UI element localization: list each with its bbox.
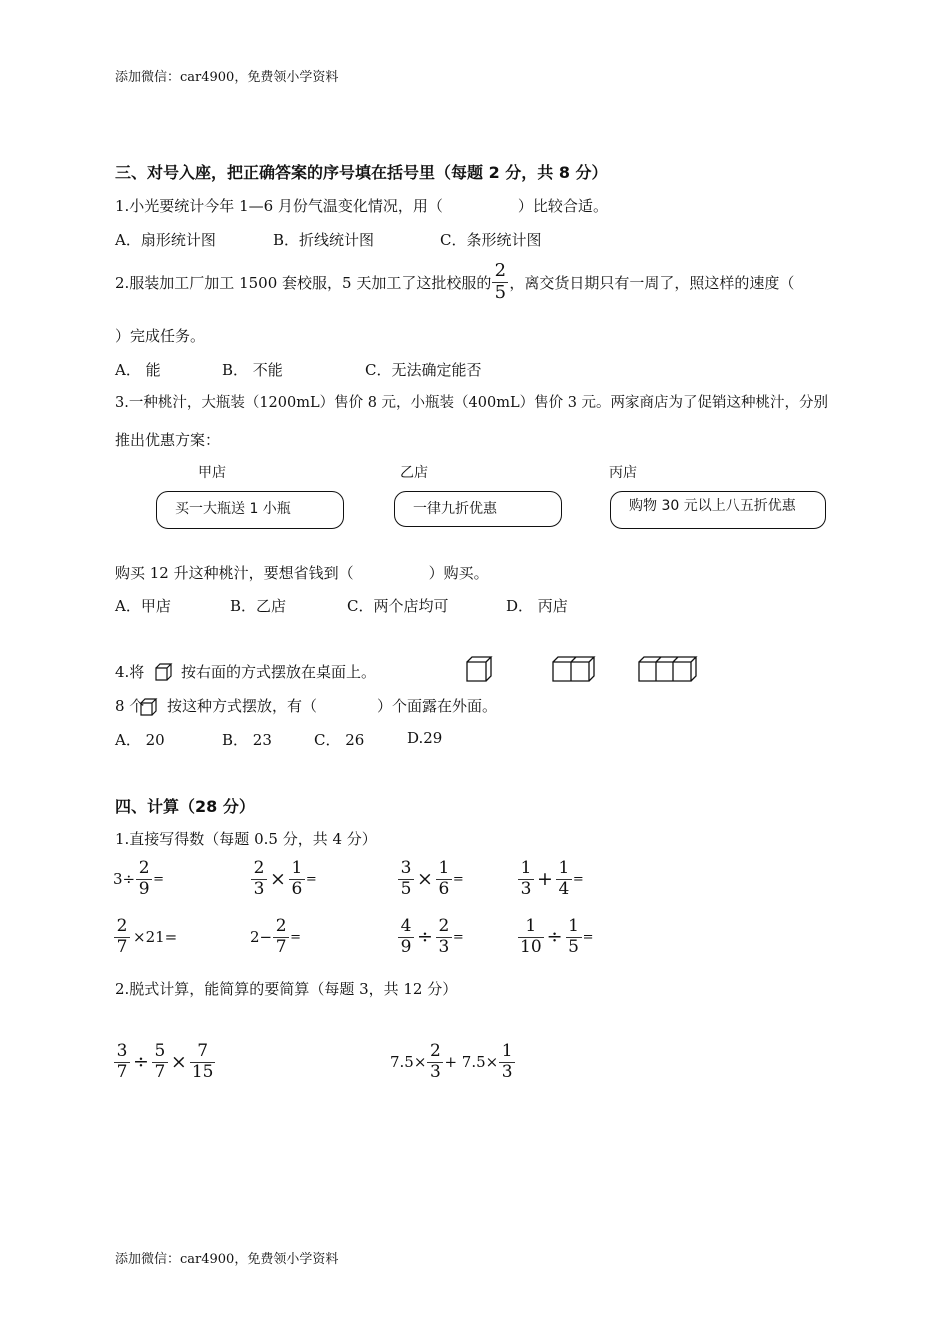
q2-text-a: 2.服装加工厂加工 1500 套校服，5 天加工了这批校服的 (115, 273, 492, 292)
calc-den: 10 (520, 936, 542, 957)
calc-fraction (137, 860, 151, 899)
page-footer: 添加微信：car4900，免费领小学资料 (115, 1252, 339, 1267)
calc-fraction (567, 918, 581, 957)
calc-den: 9 (138, 878, 150, 899)
p1-title: 1.直接写得数（每题 0.5 分，共 4 分） (115, 830, 377, 848)
e1-d1: 7 (116, 1061, 128, 1082)
q2-fraction (493, 262, 507, 303)
store-a-name: 甲店 (198, 465, 226, 481)
store-a-offer: 买一大瓶送 1 小瓶 (156, 491, 344, 529)
calc-fraction (519, 860, 533, 899)
calc-den: 5 (568, 936, 579, 957)
calc-item (397, 918, 464, 957)
q2-option-c: C．无法确定能否 (365, 361, 482, 379)
q4-option-d: D.29 (407, 729, 443, 747)
calc-equals: = (305, 871, 317, 887)
e2-n2: 1 (501, 1041, 513, 1061)
three-cube-figure (638, 656, 698, 682)
calc-num: 1 (525, 916, 537, 936)
q4-text-a1: 4.将 (115, 663, 145, 681)
q3-option-a: A．甲店 (115, 597, 171, 615)
calc-num: 4 (400, 916, 412, 936)
calc-fraction (519, 918, 543, 957)
store-b-offer: 一律九折优惠 (394, 491, 562, 527)
store-c-name: 丙店 (609, 465, 637, 481)
calc-item (517, 918, 593, 957)
calc-equals: = (452, 871, 464, 887)
page-header: 添加微信：car4900，免费领小学资料 (115, 70, 339, 85)
q1-option-c: C．条形统计图 (440, 231, 542, 249)
calc-fraction (290, 860, 304, 899)
q3-option-c: C．两个店均可 (347, 597, 449, 615)
store-c-offer: 购物 30 元以上八五折优惠 (610, 491, 826, 529)
calc-item (113, 918, 179, 957)
section4-title: 四、计算（28 分） (115, 797, 255, 816)
e1-n2: 5 (154, 1041, 166, 1061)
e1-n3: 7 (197, 1041, 209, 1061)
calc-operator: ÷ (417, 926, 433, 949)
calc-equals: = (452, 929, 464, 945)
calc-fraction (399, 860, 413, 899)
q3-option-b: B．乙店 (230, 597, 287, 615)
calc-operator: ×21= (133, 928, 178, 947)
e2-b: + 7.5× (444, 1053, 499, 1072)
calc-den: 6 (291, 878, 303, 899)
calc-den: 3 (253, 878, 265, 899)
e1-op1: ÷ (133, 1051, 149, 1074)
cube-icon (140, 698, 158, 716)
calc-den: 3 (438, 936, 450, 957)
q2-frac-den: 5 (494, 281, 507, 303)
calc-fraction (437, 860, 451, 899)
calc-den: 9 (400, 936, 412, 957)
q1-option-b: B．折线统计图 (273, 231, 375, 249)
calc-den: 3 (520, 878, 532, 899)
calc-item (397, 860, 464, 899)
calc-item (250, 860, 317, 899)
q3-text-c: 购买 12 升这种桃汁，要想省钱到（ ）购买。 (115, 564, 489, 582)
q3-text-a: 3.一种桃汁，大瓶装（1200mL）售价 8 元，小瓶装（400mL）售价 3 元。两家商店为了促销这种桃汁，分别 (115, 395, 829, 411)
calc-equals: = (290, 929, 302, 945)
q2-option-b: B． 不能 (222, 361, 283, 379)
calc-den: 6 (438, 878, 450, 899)
calc-fraction (252, 860, 266, 899)
q4-text-b2: 按这种方式摆放，有（ ）个面露在外面。 (167, 697, 498, 715)
q4-text-b1: 8 个 (115, 697, 145, 715)
q3-option-d: D． 丙店 (506, 597, 568, 615)
e1-d3: 15 (191, 1061, 214, 1082)
q2-line (115, 262, 794, 303)
q4-option-b: B． 23 (222, 731, 272, 749)
calc-num: 2 (138, 858, 150, 878)
store-b-name: 乙店 (400, 465, 428, 481)
calc-item (517, 860, 584, 899)
calc-operator: + (537, 868, 553, 891)
e1-n1: 3 (116, 1041, 128, 1061)
calc-equals: = (582, 929, 594, 945)
calc-num: 3 (400, 858, 412, 878)
calc-den: 7 (275, 936, 287, 957)
calc-num: 2 (275, 916, 287, 936)
section3-title: 三、对号入座，把正确答案的序号填在括号里（每题 2 分，共 8 分） (115, 163, 608, 182)
calc-fraction (399, 918, 413, 957)
q4-text-a2: 按右面的方式摆放在桌面上。 (181, 663, 377, 681)
calc-equals: = (153, 871, 165, 887)
q1-option-a: A．扇形统计图 (115, 231, 216, 249)
q2-option-a: A． 能 (115, 361, 161, 379)
calc-fraction (274, 918, 288, 957)
q4-option-a: A． 20 (115, 731, 165, 749)
e2-d1: 3 (430, 1061, 441, 1082)
calc-num: 1 (291, 858, 303, 878)
calc-equals: = (572, 871, 584, 887)
one-cube-figure (466, 656, 494, 682)
calc-operator: ÷ (546, 926, 563, 949)
q3-text-b: 推出优惠方案： (115, 431, 221, 449)
calc-num: 1 (558, 858, 570, 878)
calc-fraction (115, 918, 129, 957)
e2-a: 7.5× (390, 1053, 427, 1072)
cube-icon (155, 663, 173, 681)
expression-2 (390, 1043, 516, 1082)
e1-d2: 7 (154, 1061, 166, 1082)
calc-num: 1 (438, 858, 450, 878)
q2-text-b: ，离交货日期只有一周了，照这样的速度（ (509, 273, 795, 292)
calc-num: 2 (438, 916, 450, 936)
two-cube-figure (552, 656, 596, 682)
q2-frac-num: 2 (494, 260, 507, 281)
calc-pre: 3÷ (113, 870, 136, 889)
e2-n1: 2 (430, 1041, 441, 1061)
calc-item (250, 918, 301, 957)
e2-d2: 3 (501, 1061, 513, 1082)
calc-fraction (557, 860, 571, 899)
q2-text-c: ）完成任务。 (115, 327, 206, 345)
calc-fraction (437, 918, 451, 957)
e1-op2: × (170, 1051, 187, 1074)
calc-pre: 2− (250, 928, 273, 947)
q1-text: 1.小光要统计今年 1—6 月份气温变化情况，用（ ）比较合适。 (115, 197, 608, 215)
calc-operator: × (417, 868, 433, 891)
p2-title: 2.脱式计算，能简算的要简算（每题 3，共 12 分） (115, 980, 458, 998)
expression-1 (113, 1043, 216, 1082)
calc-den: 4 (558, 878, 570, 899)
calc-num: 2 (116, 916, 128, 936)
calc-operator: × (270, 868, 286, 891)
q4-option-c: C． 26 (314, 731, 365, 749)
calc-num: 2 (253, 858, 265, 878)
calc-den: 5 (400, 878, 412, 899)
calc-den: 7 (116, 936, 128, 957)
calc-num: 1 (520, 858, 532, 878)
calc-num: 1 (568, 916, 579, 936)
calc-item (113, 860, 164, 899)
